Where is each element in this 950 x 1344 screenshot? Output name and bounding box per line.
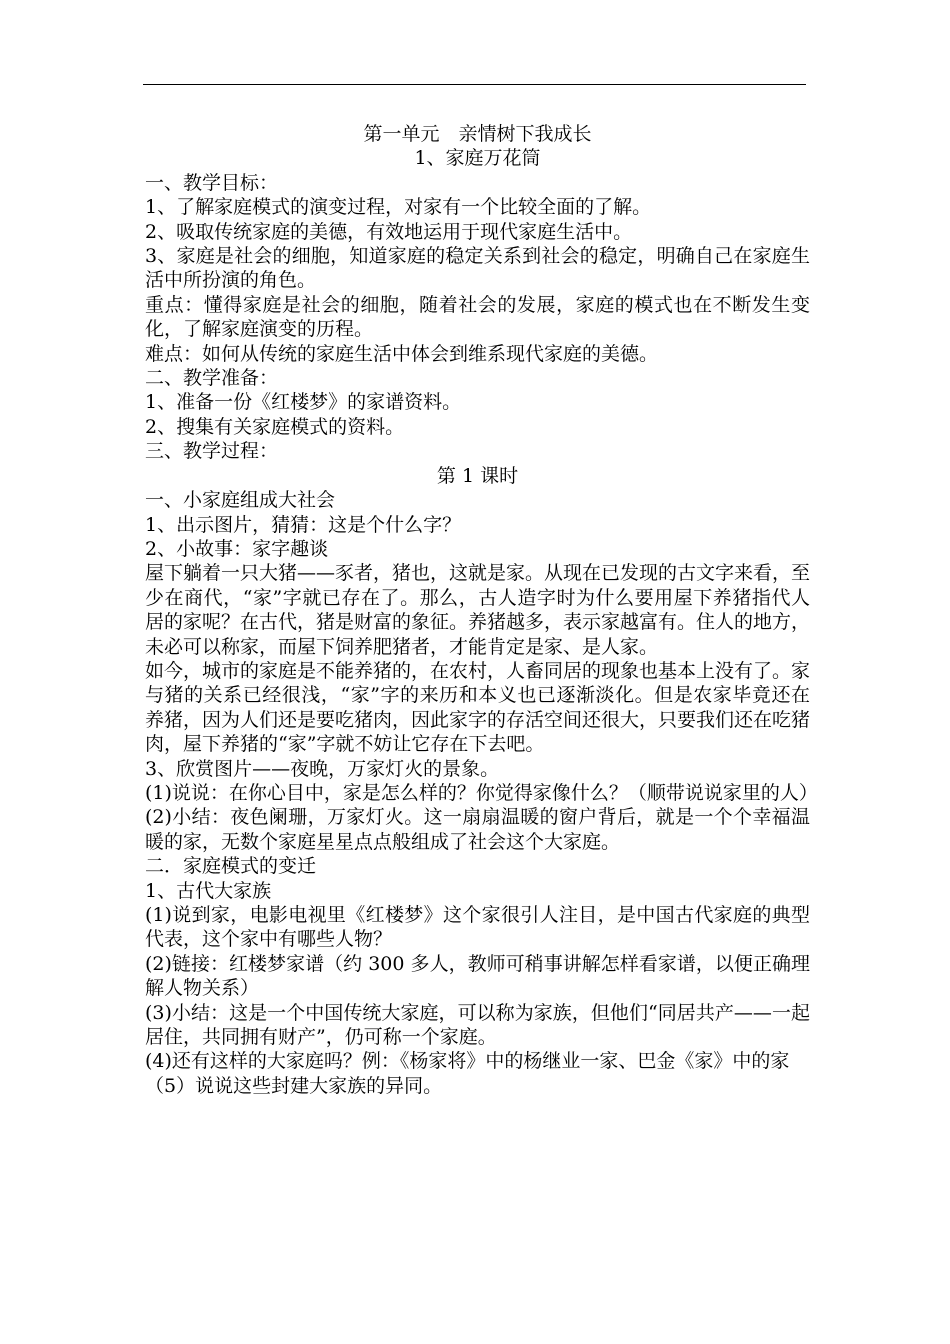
paragraph: 1、出示图片，猜猜：这是个什么字？ bbox=[145, 513, 462, 536]
paragraph: 难点：如何从传统的家庭生活中体会到维系现代家庭的美德。 bbox=[145, 342, 659, 365]
paragraph: 1、准备一份《红楼梦》的家谱资料。 bbox=[145, 391, 462, 414]
paragraph: 2、吸取传统家庭的美德，有效地运用于现代家庭生活中。 bbox=[145, 220, 633, 243]
paragraph: (3)小结：这是一个中国传统大家庭，可以称为家族，但他们“同居共产——一起居住，共同拥有财产”，仍可称一个家庭。 bbox=[145, 1001, 810, 1049]
paragraph: (1)说到家，电影电视里《红楼梦》这个家很引人注目，是中国古代家庭的典型代表，这个家中有哪些人物？ bbox=[145, 904, 810, 951]
paragraph: 屋下躺着一只大猪——豕者，猪也，这就是家。从现在已发现的古文字来看，至少在商代，“家”字就已存在了。那么，古人造字时为什么要用屋下养猪指代人居的家呢？在古代，猪是财富的象征。养猪越多，表示家越富有。住人的地方，未必可以称家，而屋下饲养肥猪者，才能肯定是家、是人家。 bbox=[145, 562, 811, 658]
paragraph: (1)说说：在你心目中，家是怎么样的？你觉得家像什么？（顺带说说家里的人） bbox=[145, 781, 818, 804]
paragraph: 二．家庭模式的变迁 bbox=[145, 855, 317, 878]
paragraph: 3、家庭是社会的细胞，知道家庭的稳定关系到社会的稳定，明确自己在家庭生活中所扮演的角色。 bbox=[145, 245, 810, 292]
paragraph: 2、小故事：家字趣谈 bbox=[145, 537, 329, 560]
paragraph: 如今，城市的家庭是不能养猪的，在农村，人畜同居的现象也基本上没有了。家与猪的关系已经很浅，“家”字的来历和本义也已逐渐淡化。但是农家毕竟还在养猪，因为人们还是要吃猪肉，因此家字的存活空间还很大，只要我们还在吃猪肉，屋下养猪的“家”字就不妨让它存在下去吧。 bbox=[145, 659, 811, 756]
header-rule bbox=[143, 84, 806, 85]
paragraph: (2)链接：红楼梦家谱（约 300 多人，教师可稍事讲解怎样看家谱，以便正确理解人物关系） bbox=[145, 952, 810, 1000]
paragraph: 2、搜集有关家庭模式的资料。 bbox=[145, 415, 405, 438]
paragraph: 1、古代大家族 bbox=[145, 879, 272, 902]
paragraph: (2)小结：夜色阑珊，万家灯火。这一扇扇温暖的窗户背后，就是一个个幸福温暖的家，无数个家庭星星点点般组成了社会这个大家庭。 bbox=[145, 806, 810, 853]
paragraph: 三、教学过程： bbox=[145, 440, 279, 463]
lesson-title: 1、家庭万花筒 bbox=[414, 147, 541, 170]
paragraph: 3、欣赏图片——夜晚，万家灯火的景象。 bbox=[145, 757, 500, 780]
lesson-period-heading: 第 1 课时 bbox=[436, 464, 519, 487]
paragraph: 一、教学目标： bbox=[145, 171, 279, 194]
paragraph: 二、教学准备： bbox=[145, 367, 279, 390]
paragraph: (4)还有这样的大家庭吗？例：《杨家将》中的杨继业一家、巴金《家》中的家 bbox=[145, 1050, 790, 1073]
unit-title: 第一单元 亲情树下我成长 bbox=[363, 123, 592, 145]
paragraph: 重点：懂得家庭是社会的细胞，随着社会的发展，家庭的模式也在不断发生变化，了解家庭演变的历程。 bbox=[145, 293, 810, 341]
paragraph: 一、小家庭组成大社会 bbox=[145, 489, 336, 512]
document-body bbox=[145, 122, 818, 1098]
paragraph: 1、了解家庭模式的演变过程，对家有一个比较全面的了解。 bbox=[145, 196, 652, 219]
paragraph: （5）说说这些封建大家族的异同。 bbox=[145, 1074, 443, 1097]
